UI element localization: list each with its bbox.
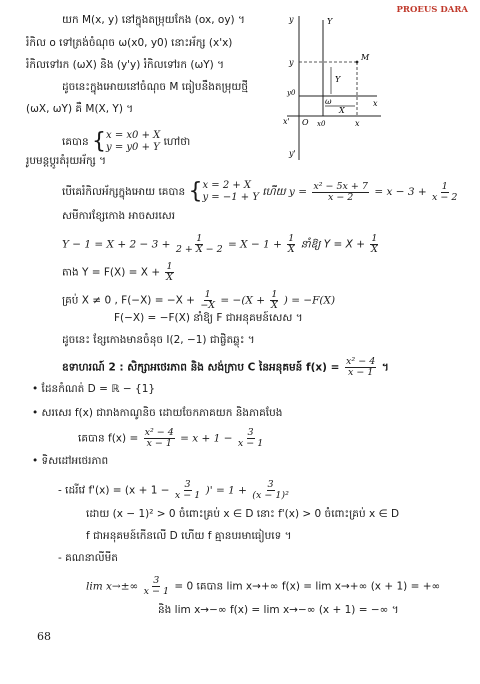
line-20: - ដេរីវេ f'(x) = (x + 1 − $\frac{3}{x - 1}$ )' = 1 + $\frac{3}{\text{(x − 1)²}}$	[58, 479, 289, 501]
label-Y-small: Y	[335, 75, 341, 84]
label-y0: y0	[287, 89, 296, 97]
line-24: lim x→±∞ $\frac{3}{x - 1}$ = 0 គេបាន lim x→+∞ f(x) = lim x→+∞ (x + 1) = +∞	[86, 575, 441, 597]
line-25: និង lim x→−∞ f(x) = lim x→−∞ (x + 1) = −∞ ។	[158, 604, 399, 616]
label-y-coord: y	[289, 58, 294, 67]
line-14: ដូចនេះ ខ្សែកោងមានចំនុច I(2, −1) ជាផ្ចិតឆ្លុះ ។	[62, 334, 255, 346]
label-x0: x0	[317, 120, 326, 128]
line-1: យក M(x, y) នៅក្នុងតម្រុយកែង (ox, oy) ។	[62, 14, 245, 26]
page-number: 68	[37, 630, 51, 643]
label-x-prime: x'	[283, 117, 290, 126]
line-11: តាង Y = F(X) = X + $\frac{1}{X}$	[62, 261, 173, 283]
line-17: • សរសេរ f(x) ជារាងកាណូនិច ដោយចែកភាគយក និងភាគបែង	[32, 407, 283, 419]
line-4: ដូចនេះក្នុងអោយនៅចំណុច M ធៀបនឹងតម្រុយថ្មី	[62, 81, 249, 93]
line-21: ដោយ (x − 1)² > 0 ចំពោះគ្រប់ x ∈ D នោះ f'(x) > 0 ចំពោះគ្រប់ x ∈ D	[86, 508, 400, 520]
line-13: F(−X) = −F(X) នាំឱ្យ F ជាអនុគមន៍សេស ។	[114, 312, 303, 324]
label-Y-axis: Y	[327, 17, 333, 26]
label-X-small: X	[339, 106, 345, 115]
label-O: O	[302, 118, 309, 127]
line-19: • ទិសដៅអថេរភាព	[32, 455, 109, 467]
label-x-axis: x	[373, 99, 378, 108]
line-22: f ជាអនុគមន៍កើនលើ D ហើយ f គ្មានបរមាធៀបទេ ។	[86, 530, 292, 542]
line-7: រូបមន្តប្តូរតំរុយអ័ក្ស ។	[26, 155, 107, 167]
example-2-heading: ឧទាហរណ៍ 2 : សិក្សាអថេរភាព និង សង់ក្រាប C នៃអនុគមន៍ f(x) = $\frac{\text{x² − 4}}{x - 1}$ ។	[62, 356, 389, 378]
line-12: គ្រប់ X ≠ 0 , F(−X) = −X + $\frac{1}{-X}$ = −(X + $\frac{1}{X}$ ) = −F(X)	[62, 289, 336, 311]
coordinate-diagram	[281, 12, 385, 164]
line-2: រំកិល o ទៅត្រង់ចំណុច ω(x0, y0) នោះអ័ក្ស (x'x)	[26, 37, 233, 49]
line-10: Y − 1 = X + 2 − 3 + $\frac{1}{2 + X - 2}$ = X − 1 + $\frac{1}{X}$ នាំឱ្យ Y = X + $\frac{1}{X}$	[62, 233, 378, 255]
label-y-prime: y'	[289, 149, 296, 158]
line-8: បើគេរំកិលអ័ក្សក្នុងអោយ គេបាន {x = 2 + X y = −1 + Y ហើយ y = $\frac{\text{x² − 5x + 7}}{x - 2}$ = x − 3 + $\frac{1}{x - 2}$	[62, 179, 458, 204]
page-header: PROEUS DARA	[396, 5, 468, 15]
line-16: • ដែនកំណត់ D = ℝ − {1}	[32, 383, 156, 395]
label-omega: ω	[325, 97, 332, 106]
label-y-axis: y	[289, 15, 294, 24]
line-6: គេបាន {x = x0 + X y = y0 + Y ហៅថា	[62, 129, 191, 154]
label-M: M	[361, 53, 370, 62]
line-3: រំកិលទៅរក (ωX) និង (y'y) រំកិលទៅរក (ωY) ។	[26, 59, 225, 71]
line-23: - គណនាលីមីត	[58, 552, 118, 564]
label-x-coord: x	[355, 119, 360, 128]
line-18: គេបាន f(x) = $\frac{\text{x² − 4}}{x - 1}$ = x + 1 − $\frac{3}{x - 1}$	[78, 427, 264, 449]
line-5: (ωX, ωY) គឺ M(X, Y) ។	[26, 103, 134, 115]
line-9: សមីការខ្សែកោង អាចសរសេរ	[62, 210, 176, 222]
